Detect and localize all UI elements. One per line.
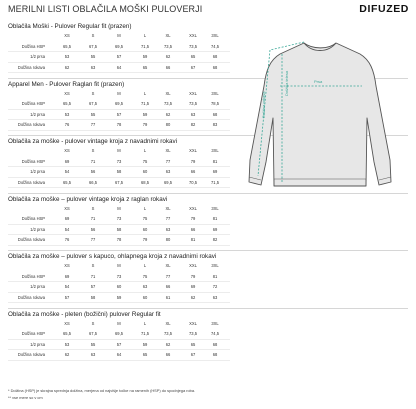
table-cell: 65: [190, 54, 196, 60]
table-cell: 53: [64, 341, 70, 347]
size-sections: [8, 22, 230, 367]
chest-label: Prsa: [314, 79, 323, 84]
sweater-outline: [249, 43, 391, 186]
table-cell: 72: [212, 284, 218, 290]
size-header-cell: XXL: [189, 263, 197, 268]
size-header-cell: XS: [64, 320, 70, 326]
table-cell: 57: [116, 54, 122, 60]
section-title: Oblačila za moške - pleten (božični) pulover Regular fit: [8, 310, 161, 318]
size-header-cell: 3XL: [211, 90, 219, 96]
brand-logo: DIFUZED: [359, 3, 409, 15]
table-cell: 69: [64, 158, 70, 164]
table-cell: 73,5: [164, 331, 172, 336]
table-cell: 69,5: [164, 179, 172, 185]
table-cell: 63: [165, 169, 171, 175]
table-row: [8, 120, 230, 131]
table-cell: 63: [90, 352, 96, 358]
table-cell: 71,5: [141, 101, 149, 106]
table-cell: 63: [212, 294, 218, 300]
table-cell: 65,5: [63, 331, 71, 336]
table-row: [8, 42, 230, 53]
table-cell: 56: [90, 169, 96, 175]
size-table: [8, 89, 230, 131]
size-header-cell: L: [143, 263, 147, 268]
section-title: Oblačila Moški - Pulover Regular fit (prazen): [8, 23, 132, 30]
table-cell: 63: [190, 111, 196, 117]
table-cell: 64: [116, 352, 122, 358]
table-cell: 57: [116, 341, 122, 347]
row-label: Dolžina HSP: [21, 331, 45, 336]
table-cell: 67,5: [89, 331, 97, 336]
table-cell: 78: [116, 237, 122, 243]
size-header-cell: XS: [64, 205, 70, 211]
table-row: [8, 293, 230, 304]
table-cell: 79: [190, 158, 196, 164]
table-cell: 57: [116, 111, 122, 117]
size-header-cell: XXL: [189, 320, 197, 326]
size-header-cell: XL: [165, 90, 171, 96]
row-label: Dolžina HSP: [21, 101, 45, 106]
table-cell: 65,5: [63, 101, 71, 106]
size-header-cell: 3XL: [211, 148, 219, 153]
table-cell: 76: [64, 237, 70, 243]
table-cell: 58: [116, 226, 122, 232]
size-header-cell: XS: [64, 90, 70, 96]
size-table: [8, 31, 230, 73]
table-cell: 78,5: [211, 101, 219, 106]
table-row: [8, 110, 230, 121]
table-cell: 77: [165, 216, 171, 221]
table-cell: 69: [64, 216, 70, 221]
size-header-cell: XXL: [189, 205, 197, 211]
table-cell: 76: [64, 122, 70, 128]
table-cell: 78: [116, 122, 122, 128]
size-header-cell: S: [91, 320, 95, 326]
row-label: Dolžina HSP: [21, 158, 45, 164]
size-header-cell: XL: [165, 263, 171, 268]
table-cell: 69,5: [115, 43, 123, 49]
row-label: Dolžina rokava: [17, 237, 45, 243]
table-cell: 66: [190, 226, 196, 232]
table-cell: 77: [165, 158, 171, 164]
size-header-cell: S: [91, 33, 95, 38]
size-section: [8, 80, 230, 138]
size-header-cell: XL: [165, 148, 171, 153]
table-cell: 81: [212, 216, 218, 221]
table-cell: 55: [90, 54, 96, 60]
size-header-cell: L: [143, 90, 147, 96]
table-cell: 67,5: [89, 43, 97, 49]
size-header-cell: S: [91, 148, 95, 153]
row-label: Dolžina rokava: [17, 294, 45, 300]
table-row: [8, 340, 230, 351]
table-row: [8, 157, 230, 168]
table-cell: 79: [142, 237, 148, 243]
table-cell: 59: [142, 111, 148, 117]
table-cell: 81: [190, 237, 196, 243]
table-cell: 63: [165, 226, 171, 232]
table-cell: 73,5: [164, 101, 172, 106]
table-cell: 74,5: [211, 331, 219, 336]
table-header-row: [8, 261, 230, 272]
table-row: [8, 350, 230, 361]
table-cell: 75: [142, 158, 148, 164]
table-cell: 70,5: [189, 179, 197, 185]
size-header-cell: XL: [165, 205, 171, 211]
table-row: [8, 167, 230, 178]
table-cell: 68: [212, 111, 218, 117]
table-cell: 57: [90, 284, 96, 290]
table-cell: 64: [116, 64, 122, 70]
table-cell: 73,5: [189, 331, 197, 336]
table-cell: 62: [165, 341, 171, 347]
table-cell: 82: [190, 122, 196, 128]
table-cell: 66,5: [89, 179, 97, 185]
row-label: Dolžina rokava: [17, 122, 45, 128]
size-header-cell: 3XL: [211, 320, 219, 326]
table-cell: 77: [90, 122, 96, 128]
table-header-row: [8, 319, 230, 330]
table-cell: 73: [116, 158, 122, 164]
table-cell: 71,5: [211, 179, 219, 185]
table-cell: 66: [165, 64, 171, 70]
size-header-cell: 3XL: [211, 263, 219, 268]
sleeve-length-label: Dolžina rokava: [261, 91, 266, 118]
size-header-cell: L: [143, 205, 147, 211]
table-cell: 73,5: [189, 101, 197, 106]
table-row: [8, 63, 230, 74]
row-label: Dolžina HSP: [21, 216, 45, 221]
row-label: 1/2 prsa: [30, 341, 45, 347]
row-label: Dolžina rokava: [17, 179, 45, 185]
table-cell: 62: [64, 64, 70, 70]
table-cell: 69: [64, 273, 70, 279]
table-header-row: [8, 31, 230, 42]
row-label: Dolžina HSP: [21, 273, 45, 279]
table-row: [8, 282, 230, 293]
table-row: [8, 214, 230, 225]
size-table: [8, 204, 230, 246]
table-cell: 65,5: [63, 179, 71, 185]
table-row: [8, 235, 230, 246]
size-header-cell: M: [117, 263, 121, 268]
sweater-figure: [244, 36, 412, 208]
table-cell: 60: [142, 169, 148, 175]
table-cell: 67,5: [89, 101, 97, 106]
table-cell: 74,5: [211, 43, 219, 49]
size-header-cell: M: [117, 90, 121, 96]
table-row: [8, 272, 230, 283]
table-cell: 68: [212, 352, 218, 358]
table-cell: 57: [64, 294, 70, 300]
table-cell: 68,5: [141, 179, 149, 185]
size-header-cell: M: [117, 148, 121, 153]
size-section: [8, 137, 230, 195]
size-section: [8, 252, 230, 310]
table-cell: 59: [142, 54, 148, 60]
table-cell: 63: [142, 284, 148, 290]
section-divider: [8, 308, 408, 309]
table-row: [8, 52, 230, 63]
size-header-cell: 3XL: [211, 205, 219, 211]
table-row: [8, 178, 230, 189]
table-cell: 71: [90, 273, 96, 279]
size-header-cell: XL: [165, 320, 171, 326]
row-label: Dolžina rokava: [17, 64, 45, 70]
table-cell: 81: [212, 158, 218, 164]
table-cell: 61: [165, 294, 171, 300]
table-cell: 68: [212, 54, 218, 60]
section-title: Oblačila za moške – pulover s kapuco, ohlapnega kroja z navadnimi rokavi: [8, 253, 217, 260]
section-title: Oblačila za moške - pulover vintage kroja z navadnimi rokavi: [8, 138, 178, 145]
section-title: Apparel Men - Pulover Raglan fit (prazen): [8, 80, 125, 88]
table-cell: 80: [165, 237, 171, 243]
sweater-diagram: [244, 36, 412, 208]
table-cell: 55: [90, 341, 96, 347]
table-row: [8, 225, 230, 236]
row-label: 1/2 prsa: [30, 284, 45, 290]
row-label: Dolžina rokava: [17, 352, 45, 358]
table-cell: 79: [142, 122, 148, 128]
table-cell: 68: [212, 64, 218, 70]
table-cell: 77: [165, 273, 171, 279]
table-cell: 65: [190, 341, 196, 347]
table-cell: 66: [165, 284, 171, 290]
table-cell: 53: [64, 111, 70, 117]
size-section: [8, 195, 230, 253]
table-cell: 53: [64, 54, 70, 60]
footnote-hsp: * Dolžina (HSP) je skrajna sprednja dolžina, merjena od najvišje točke na ramenih (HSP) do spodnjega roba.: [8, 388, 196, 393]
table-cell: 79: [190, 273, 196, 279]
table-cell: 65,5: [63, 43, 71, 49]
page-title: MERILNI LISTI OBLAČILA MOŠKI PULOVERJI: [8, 4, 203, 14]
table-row: [8, 329, 230, 340]
table-cell: 66: [165, 352, 171, 358]
row-label: 1/2 prsa: [30, 111, 45, 117]
table-cell: 71: [90, 158, 96, 164]
size-table: [8, 319, 230, 361]
table-cell: 69,5: [115, 101, 123, 106]
table-cell: 75: [142, 216, 148, 221]
table-cell: 69: [212, 226, 218, 232]
table-cell: 73,5: [164, 43, 172, 49]
table-cell: 73: [116, 216, 122, 221]
table-cell: 67: [190, 64, 196, 70]
table-cell: 63: [90, 64, 96, 70]
table-cell: 66: [190, 169, 196, 175]
table-cell: 82: [212, 237, 218, 243]
size-header-cell: XXL: [189, 33, 197, 38]
table-row: [8, 99, 230, 110]
body-length-label: Dolžina telesa: [284, 70, 289, 96]
size-header-cell: L: [143, 33, 147, 38]
table-cell: 69: [190, 284, 196, 290]
table-cell: 67: [190, 352, 196, 358]
table-cell: 62: [190, 294, 196, 300]
table-cell: 56: [90, 226, 96, 232]
table-cell: 65: [142, 352, 148, 358]
size-header-cell: L: [143, 320, 147, 326]
section-divider: [8, 250, 408, 251]
table-cell: 68: [212, 341, 218, 347]
size-header-cell: M: [117, 205, 121, 211]
table-cell: 60: [142, 294, 148, 300]
table-cell: 67,5: [115, 179, 123, 185]
size-header-cell: XL: [165, 33, 171, 38]
size-table: [8, 261, 230, 303]
table-cell: 73,5: [189, 43, 197, 49]
table-header-row: [8, 146, 230, 157]
table-cell: 77: [90, 237, 96, 243]
table-cell: 58: [116, 169, 122, 175]
table-cell: 71,5: [141, 43, 149, 49]
table-cell: 81: [212, 273, 218, 279]
size-section: [8, 310, 230, 368]
table-cell: 71: [90, 216, 96, 221]
table-header-row: [8, 89, 230, 100]
size-header-cell: M: [117, 320, 121, 326]
size-header-cell: XXL: [189, 90, 197, 96]
table-cell: 54: [64, 169, 70, 175]
size-header-cell: XS: [64, 33, 70, 38]
footnote-units: ** vse mere so v cm: [8, 395, 43, 400]
table-cell: 79: [190, 216, 196, 221]
row-label: 1/2 prsa: [30, 169, 45, 175]
table-cell: 80: [165, 122, 171, 128]
row-label: Dolžina HSP: [21, 43, 45, 49]
table-cell: 58: [90, 294, 96, 300]
row-label: 1/2 prsa: [30, 226, 45, 232]
size-header-cell: S: [91, 263, 95, 268]
size-header-cell: 3XL: [211, 33, 219, 38]
size-header-cell: XXL: [189, 148, 197, 153]
table-cell: 83: [212, 122, 218, 128]
size-header-cell: M: [117, 33, 121, 38]
table-cell: 62: [64, 352, 70, 358]
size-header-cell: S: [91, 205, 95, 211]
section-title: Oblačila za moške – pulover vintage kroja z raglan rokavi: [8, 195, 168, 203]
table-cell: 60: [116, 284, 122, 290]
size-header-cell: XS: [64, 263, 70, 268]
size-table: [8, 146, 230, 188]
table-cell: 60: [142, 226, 148, 232]
table-cell: 65: [142, 64, 148, 70]
table-cell: 54: [64, 226, 70, 232]
size-header-cell: L: [143, 148, 147, 153]
table-cell: 54: [64, 284, 70, 290]
table-cell: 71,5: [141, 331, 149, 336]
size-header-cell: S: [91, 90, 95, 96]
row-label: 1/2 prsa: [30, 54, 45, 60]
table-cell: 59: [142, 341, 148, 347]
size-section: [8, 22, 230, 80]
table-cell: 62: [165, 54, 171, 60]
table-cell: 62: [165, 111, 171, 117]
table-header-row: [8, 204, 230, 215]
table-cell: 75: [142, 273, 148, 279]
table-cell: 69,5: [115, 331, 123, 336]
table-cell: 69: [212, 169, 218, 175]
size-header-cell: XS: [64, 148, 70, 153]
table-cell: 59: [116, 294, 122, 300]
table-cell: 55: [90, 111, 96, 117]
table-cell: 73: [116, 273, 122, 279]
